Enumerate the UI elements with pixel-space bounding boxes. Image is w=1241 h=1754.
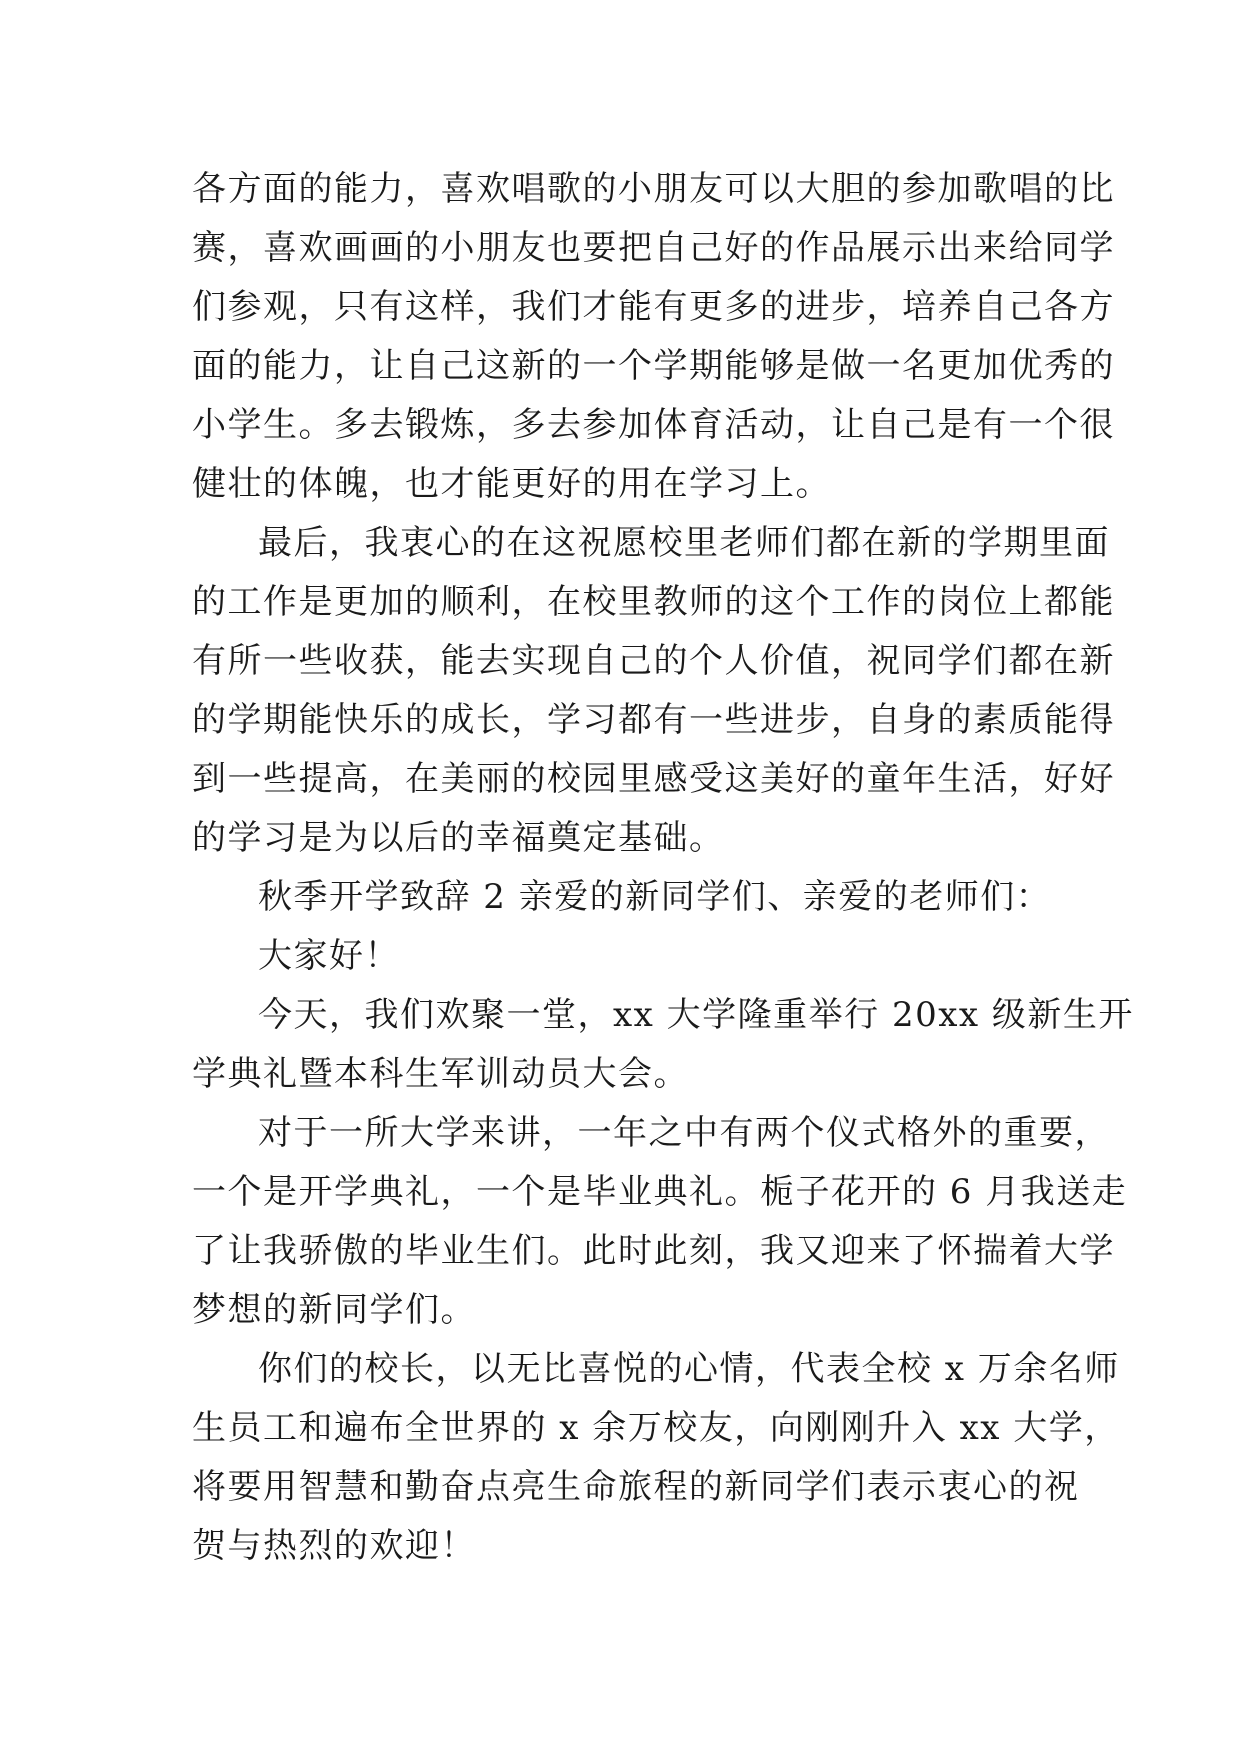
document-body [192, 160, 1134, 1576]
text-line: 有所一些收获，能去实现自己的个人价值，祝同学们都在新 [192, 641, 1115, 681]
text-line: 了让我骄傲的毕业生们。此时此刻，我又迎来了怀揣着大学 [192, 1231, 1115, 1271]
text-line: 到一些提高，在美丽的校园里感受这美好的童年生活，好好 [192, 759, 1115, 799]
paragraph-start-line: 今天，我们欢聚一堂，xx 大学隆重举行 20xx 级新生开 [258, 995, 1134, 1035]
paragraph-start-line: 你们的校长，以无比喜悦的心情，代表全校 x 万余名师 [258, 1349, 1120, 1389]
text-line: 面的能力，让自己这新的一个学期能够是做一名更加优秀的 [192, 346, 1115, 386]
text-line: 小学生。多去锻炼，多去参加体育活动，让自己是有一个很 [192, 405, 1115, 445]
text-line: 梦想的新同学们。 [192, 1290, 476, 1330]
greeting-line: 大家好！ [258, 936, 400, 976]
text-line: 生员工和遍布全世界的 x 余万校友，向刚刚升入 xx 大学， [192, 1408, 1120, 1448]
text-line: 学典礼暨本科生军训动员大会。 [192, 1054, 689, 1094]
text-line: 一个是开学典礼，一个是毕业典礼。栀子花开的 6 月我送走 [192, 1172, 1128, 1212]
section-heading-line: 秋季开学致辞 2 亲爱的新同学们、亲爱的老师们： [258, 877, 1052, 917]
paragraph-start-line: 最后，我衷心的在这祝愿校里老师们都在新的学期里面 [258, 523, 1110, 563]
text-line: 健壮的体魄，也才能更好的用在学习上。 [192, 464, 831, 504]
text-line: 们参观，只有这样，我们才能有更多的进步，培养自己各方 [192, 287, 1115, 327]
text-line: 各方面的能力，喜欢唱歌的小朋友可以大胆的参加歌唱的比 [192, 169, 1115, 209]
text-line: 的工作是更加的顺利，在校里教师的这个工作的岗位上都能 [192, 582, 1115, 622]
paragraph-start-line: 对于一所大学来讲，一年之中有两个仪式格外的重要， [258, 1113, 1110, 1153]
text-line: 赛，喜欢画画的小朋友也要把自己好的作品展示出来给同学 [192, 228, 1115, 268]
text-line: 的学习是为以后的幸福奠定基础。 [192, 818, 725, 858]
text-line: 将要用智慧和勤奋点亮生命旅程的新同学们表示衷心的祝 [192, 1467, 1080, 1507]
text-line: 贺与热烈的欢迎！ [192, 1526, 476, 1566]
text-line: 的学期能快乐的成长，学习都有一些进步，自身的素质能得 [192, 700, 1115, 740]
